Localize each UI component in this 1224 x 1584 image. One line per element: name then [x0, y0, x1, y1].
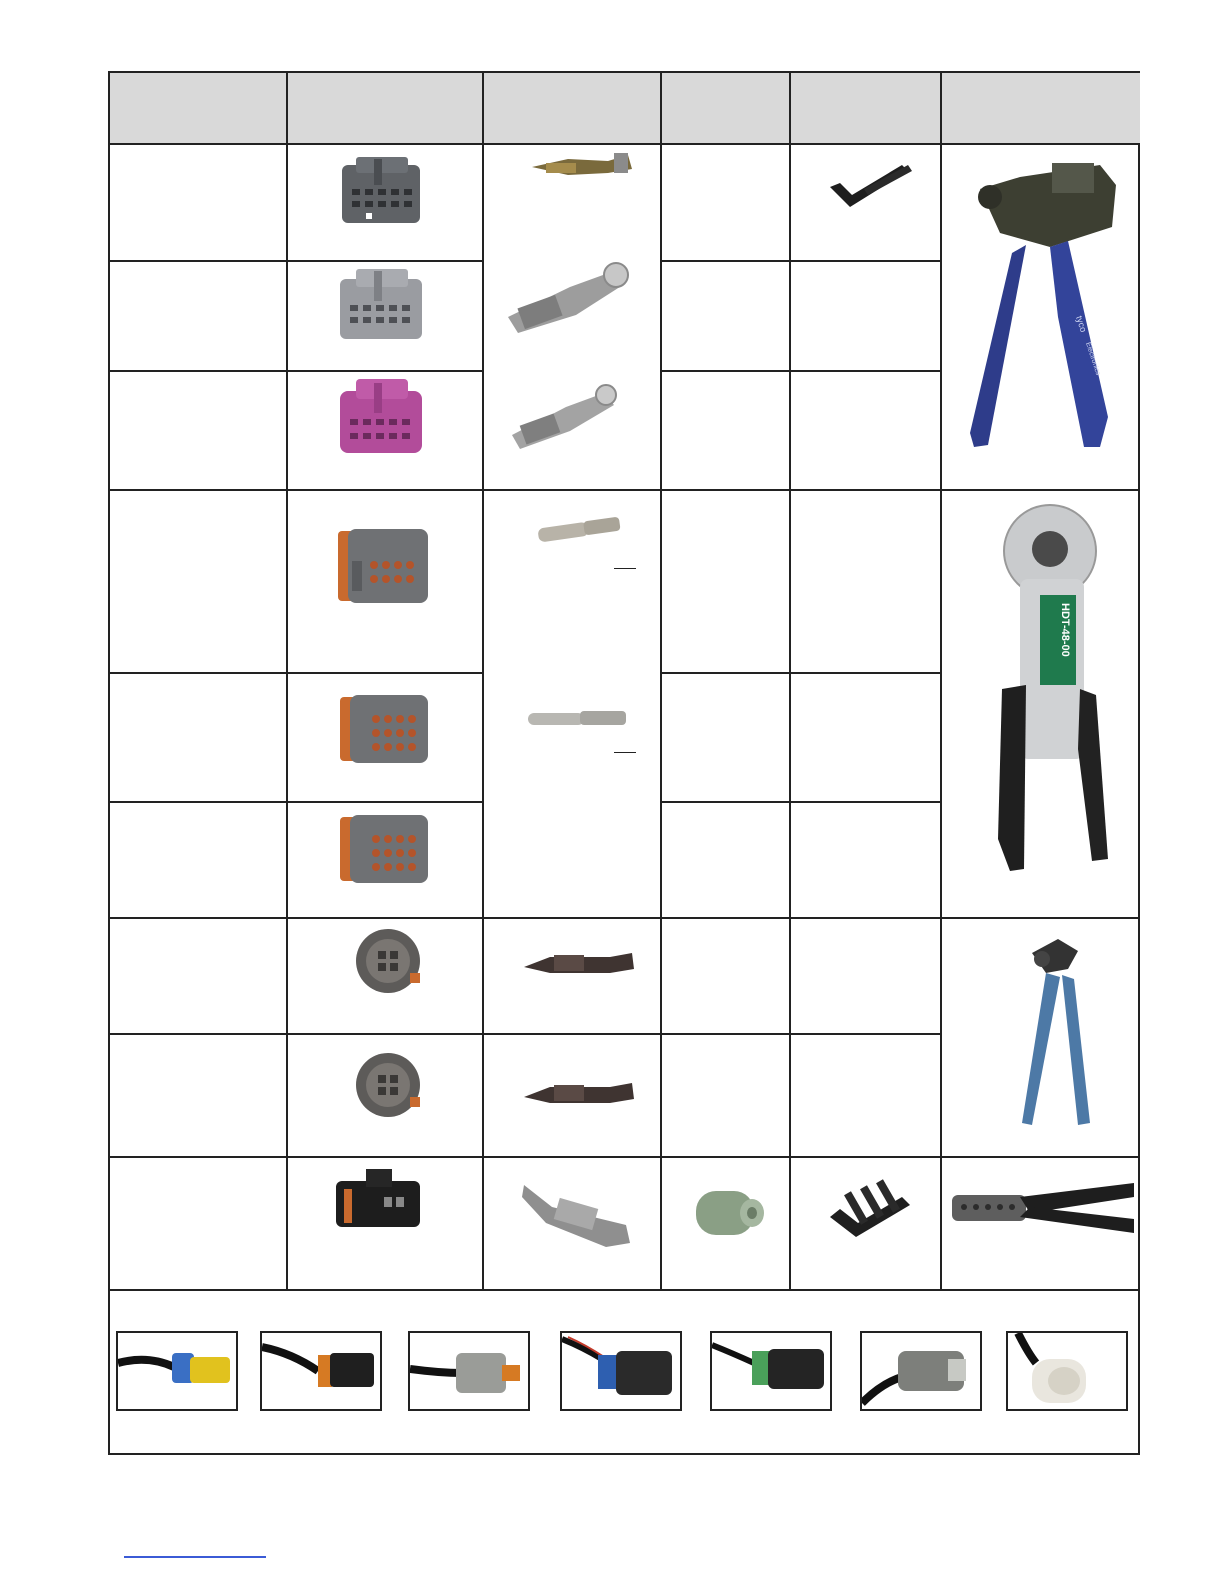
- hdt-crimp-tool-image: [980, 499, 1130, 871]
- round-connector-housing-image: [350, 925, 426, 997]
- footer-link-underline[interactable]: [124, 1556, 266, 1558]
- gray-connector-housing-image: [338, 155, 424, 227]
- deutsch-connector-housing-image: [328, 521, 436, 611]
- row-divider: [110, 1289, 1140, 1291]
- column-divider: [286, 73, 288, 1289]
- row-divider: [110, 260, 482, 262]
- tyco-crimp-tool-image: [960, 157, 1120, 453]
- row-divider: [660, 672, 940, 674]
- silver-terminal-image: [506, 379, 626, 455]
- pin-terminal-image: [534, 509, 626, 549]
- row-divider: [660, 370, 940, 372]
- retention-clip-image: [824, 161, 914, 213]
- crimper-brand-sub-label: Electronics: [1084, 341, 1102, 377]
- harness-thumbnail: [710, 1331, 832, 1411]
- reference-mark: [614, 568, 636, 569]
- row-divider: [110, 801, 482, 803]
- harness-thumbnail: [116, 1331, 238, 1411]
- crimper-brand-label: tyco: [1074, 314, 1089, 334]
- row-divider: [110, 489, 1140, 491]
- deutsch-connector-housing-image: [332, 687, 436, 771]
- crimper-model-label: HDT-48-00: [1059, 603, 1071, 657]
- harness-thumbnail: [408, 1331, 530, 1411]
- blue-crimp-tool-image: [1002, 929, 1112, 1129]
- row-divider: [110, 1033, 940, 1035]
- pin-terminal-image: [526, 705, 630, 731]
- table-header-row: [110, 73, 1140, 145]
- harness-thumbnail: [860, 1331, 982, 1411]
- row-divider: [110, 370, 482, 372]
- column-divider: [482, 73, 484, 1289]
- reference-mark: [614, 752, 636, 753]
- column-divider: [660, 73, 662, 1289]
- open-barrel-terminal-image: [520, 1073, 636, 1113]
- gold-terminal-image: [528, 149, 638, 185]
- deutsch-connector-housing-image: [332, 807, 436, 891]
- row-divider: [110, 1156, 1140, 1158]
- row-divider: [660, 801, 940, 803]
- terminal-position-assurance-clip-image: [822, 1177, 914, 1241]
- column-divider: [940, 73, 942, 1289]
- pink-connector-housing-image: [336, 377, 426, 457]
- row-divider: [110, 917, 1140, 919]
- harness-thumbnail: [560, 1331, 682, 1411]
- cable-seal-image: [690, 1183, 768, 1243]
- column-divider: [789, 73, 791, 1289]
- row-divider: [110, 672, 482, 674]
- wire-crimp-tool-image: [950, 1179, 1136, 1241]
- harness-thumbnail: [1006, 1331, 1128, 1411]
- harness-thumbnail: [260, 1331, 382, 1411]
- connector-reference-table: [108, 71, 1140, 1455]
- round-connector-housing-image: [350, 1049, 426, 1121]
- silver-terminal-image: [502, 257, 638, 339]
- open-barrel-terminal-image: [520, 943, 636, 983]
- row-divider: [660, 260, 940, 262]
- light-gray-connector-housing-image: [336, 267, 426, 343]
- stamped-terminal-image: [516, 1167, 638, 1249]
- black-connector-housing-image: [330, 1167, 426, 1235]
